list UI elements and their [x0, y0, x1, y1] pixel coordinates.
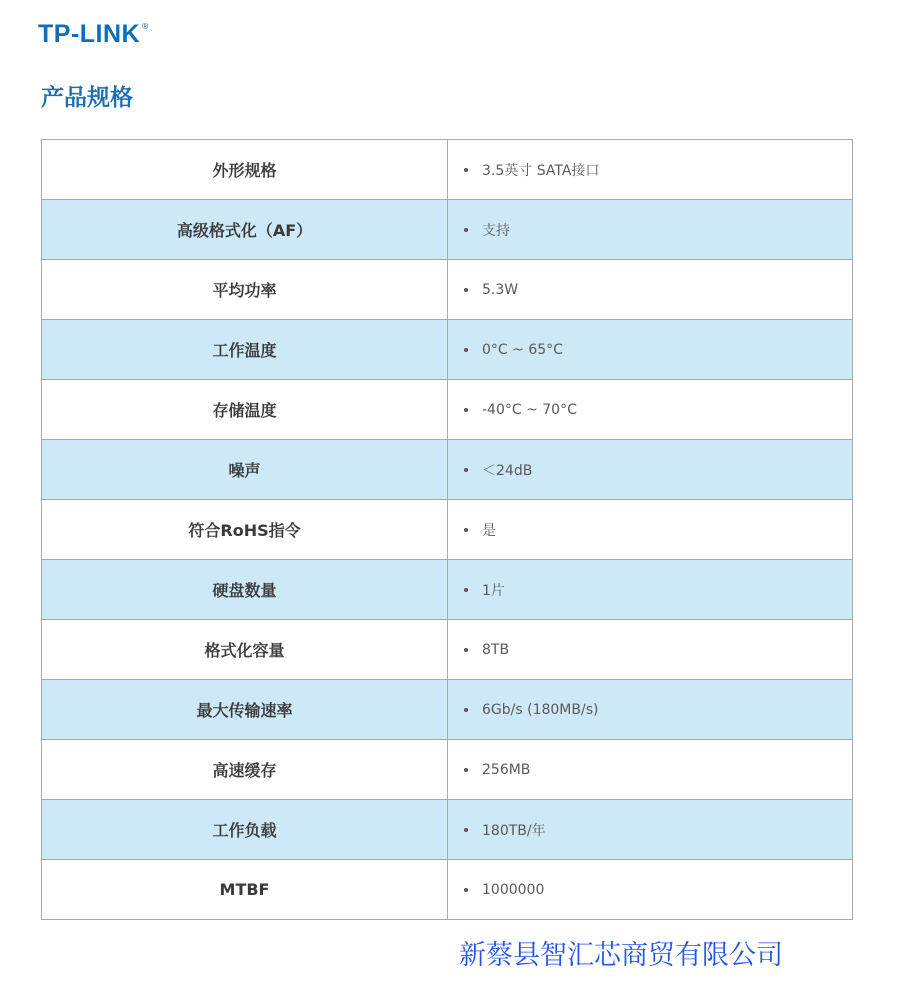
spec-label: 存储温度	[42, 380, 448, 440]
table-row	[42, 260, 853, 320]
spec-label: 平均功率	[42, 260, 448, 320]
spec-label: 高级格式化（AF）	[42, 200, 448, 260]
spec-value-wrapper	[448, 882, 852, 898]
spec-value: 1000000	[482, 881, 545, 898]
spec-value-cell	[448, 200, 853, 260]
spec-value: -40°C ~ 70°C	[482, 401, 577, 418]
logo-text: TP-LINK	[38, 20, 141, 48]
spec-value: 0°C ~ 65°C	[482, 341, 563, 358]
spec-label: 外形规格	[42, 140, 448, 200]
table-row	[42, 380, 853, 440]
spec-value: 8TB	[482, 641, 510, 658]
spec-value-wrapper	[448, 762, 852, 778]
bullet-icon	[464, 648, 468, 652]
spec-value-wrapper	[448, 580, 852, 600]
bullet-icon	[464, 888, 468, 892]
table-row	[42, 800, 853, 860]
spec-value-wrapper	[448, 702, 852, 718]
table-row	[42, 440, 853, 500]
spec-label: 工作负载	[42, 800, 448, 860]
spec-value-wrapper	[448, 342, 852, 358]
spec-label: 硬盘数量	[42, 560, 448, 620]
spec-value: 6Gb/s (180MB/s)	[482, 701, 599, 718]
spec-label: 工作温度	[42, 320, 448, 380]
bullet-icon	[464, 228, 468, 232]
spec-value: 180TB/年	[482, 822, 546, 839]
spec-value-wrapper	[448, 460, 852, 480]
registered-mark: ®	[141, 22, 150, 31]
spec-table	[41, 139, 853, 920]
bullet-icon	[464, 348, 468, 352]
spec-label: 符合RoHS指令	[42, 500, 448, 560]
table-row	[42, 680, 853, 740]
bullet-icon	[464, 708, 468, 712]
spec-value-wrapper	[448, 820, 852, 840]
spec-value-cell	[448, 560, 853, 620]
spec-value: 支持	[482, 222, 510, 239]
company-watermark: 新蔡县智汇芯商贸有限公司	[459, 940, 783, 971]
spec-value-cell	[448, 260, 853, 320]
table-row	[42, 140, 853, 200]
tp-link-logo	[38, 20, 149, 48]
spec-value-wrapper	[448, 160, 852, 180]
spec-value-cell	[448, 380, 853, 440]
spec-value-cell	[448, 620, 853, 680]
bullet-icon	[464, 768, 468, 772]
spec-label: 噪声	[42, 440, 448, 500]
spec-value: 5.3W	[482, 281, 519, 298]
section-title: 产品规格	[41, 85, 133, 111]
table-row	[42, 620, 853, 680]
spec-label: 格式化容量	[42, 620, 448, 680]
spec-table-body	[42, 140, 853, 920]
bullet-icon	[464, 288, 468, 292]
table-row	[42, 560, 853, 620]
spec-value-cell	[448, 320, 853, 380]
table-row	[42, 200, 853, 260]
bullet-icon	[464, 168, 468, 172]
spec-value-wrapper	[448, 282, 852, 298]
spec-value: 3.5英寸 SATA接口	[482, 162, 600, 179]
spec-label: MTBF	[42, 860, 448, 920]
spec-value-wrapper	[448, 642, 852, 658]
spec-label: 高速缓存	[42, 740, 448, 800]
spec-value-cell	[448, 440, 853, 500]
spec-value-cell	[448, 140, 853, 200]
table-row	[42, 320, 853, 380]
table-row	[42, 500, 853, 560]
spec-value-wrapper	[448, 520, 852, 540]
spec-value-cell	[448, 860, 853, 920]
spec-value: 1片	[482, 582, 505, 599]
spec-value: 是	[482, 522, 496, 539]
table-row	[42, 740, 853, 800]
bullet-icon	[464, 588, 468, 592]
bullet-icon	[464, 408, 468, 412]
spec-value: ＜24dB	[482, 462, 533, 479]
bullet-icon	[464, 528, 468, 532]
spec-value-wrapper	[448, 220, 852, 240]
bullet-icon	[464, 828, 468, 832]
table-row	[42, 860, 853, 920]
spec-value-wrapper	[448, 402, 852, 418]
spec-value-cell	[448, 500, 853, 560]
spec-value: 256MB	[482, 761, 531, 778]
spec-value-cell	[448, 680, 853, 740]
spec-label: 最大传输速率	[42, 680, 448, 740]
spec-value-cell	[448, 800, 853, 860]
spec-value-cell	[448, 740, 853, 800]
bullet-icon	[464, 468, 468, 472]
